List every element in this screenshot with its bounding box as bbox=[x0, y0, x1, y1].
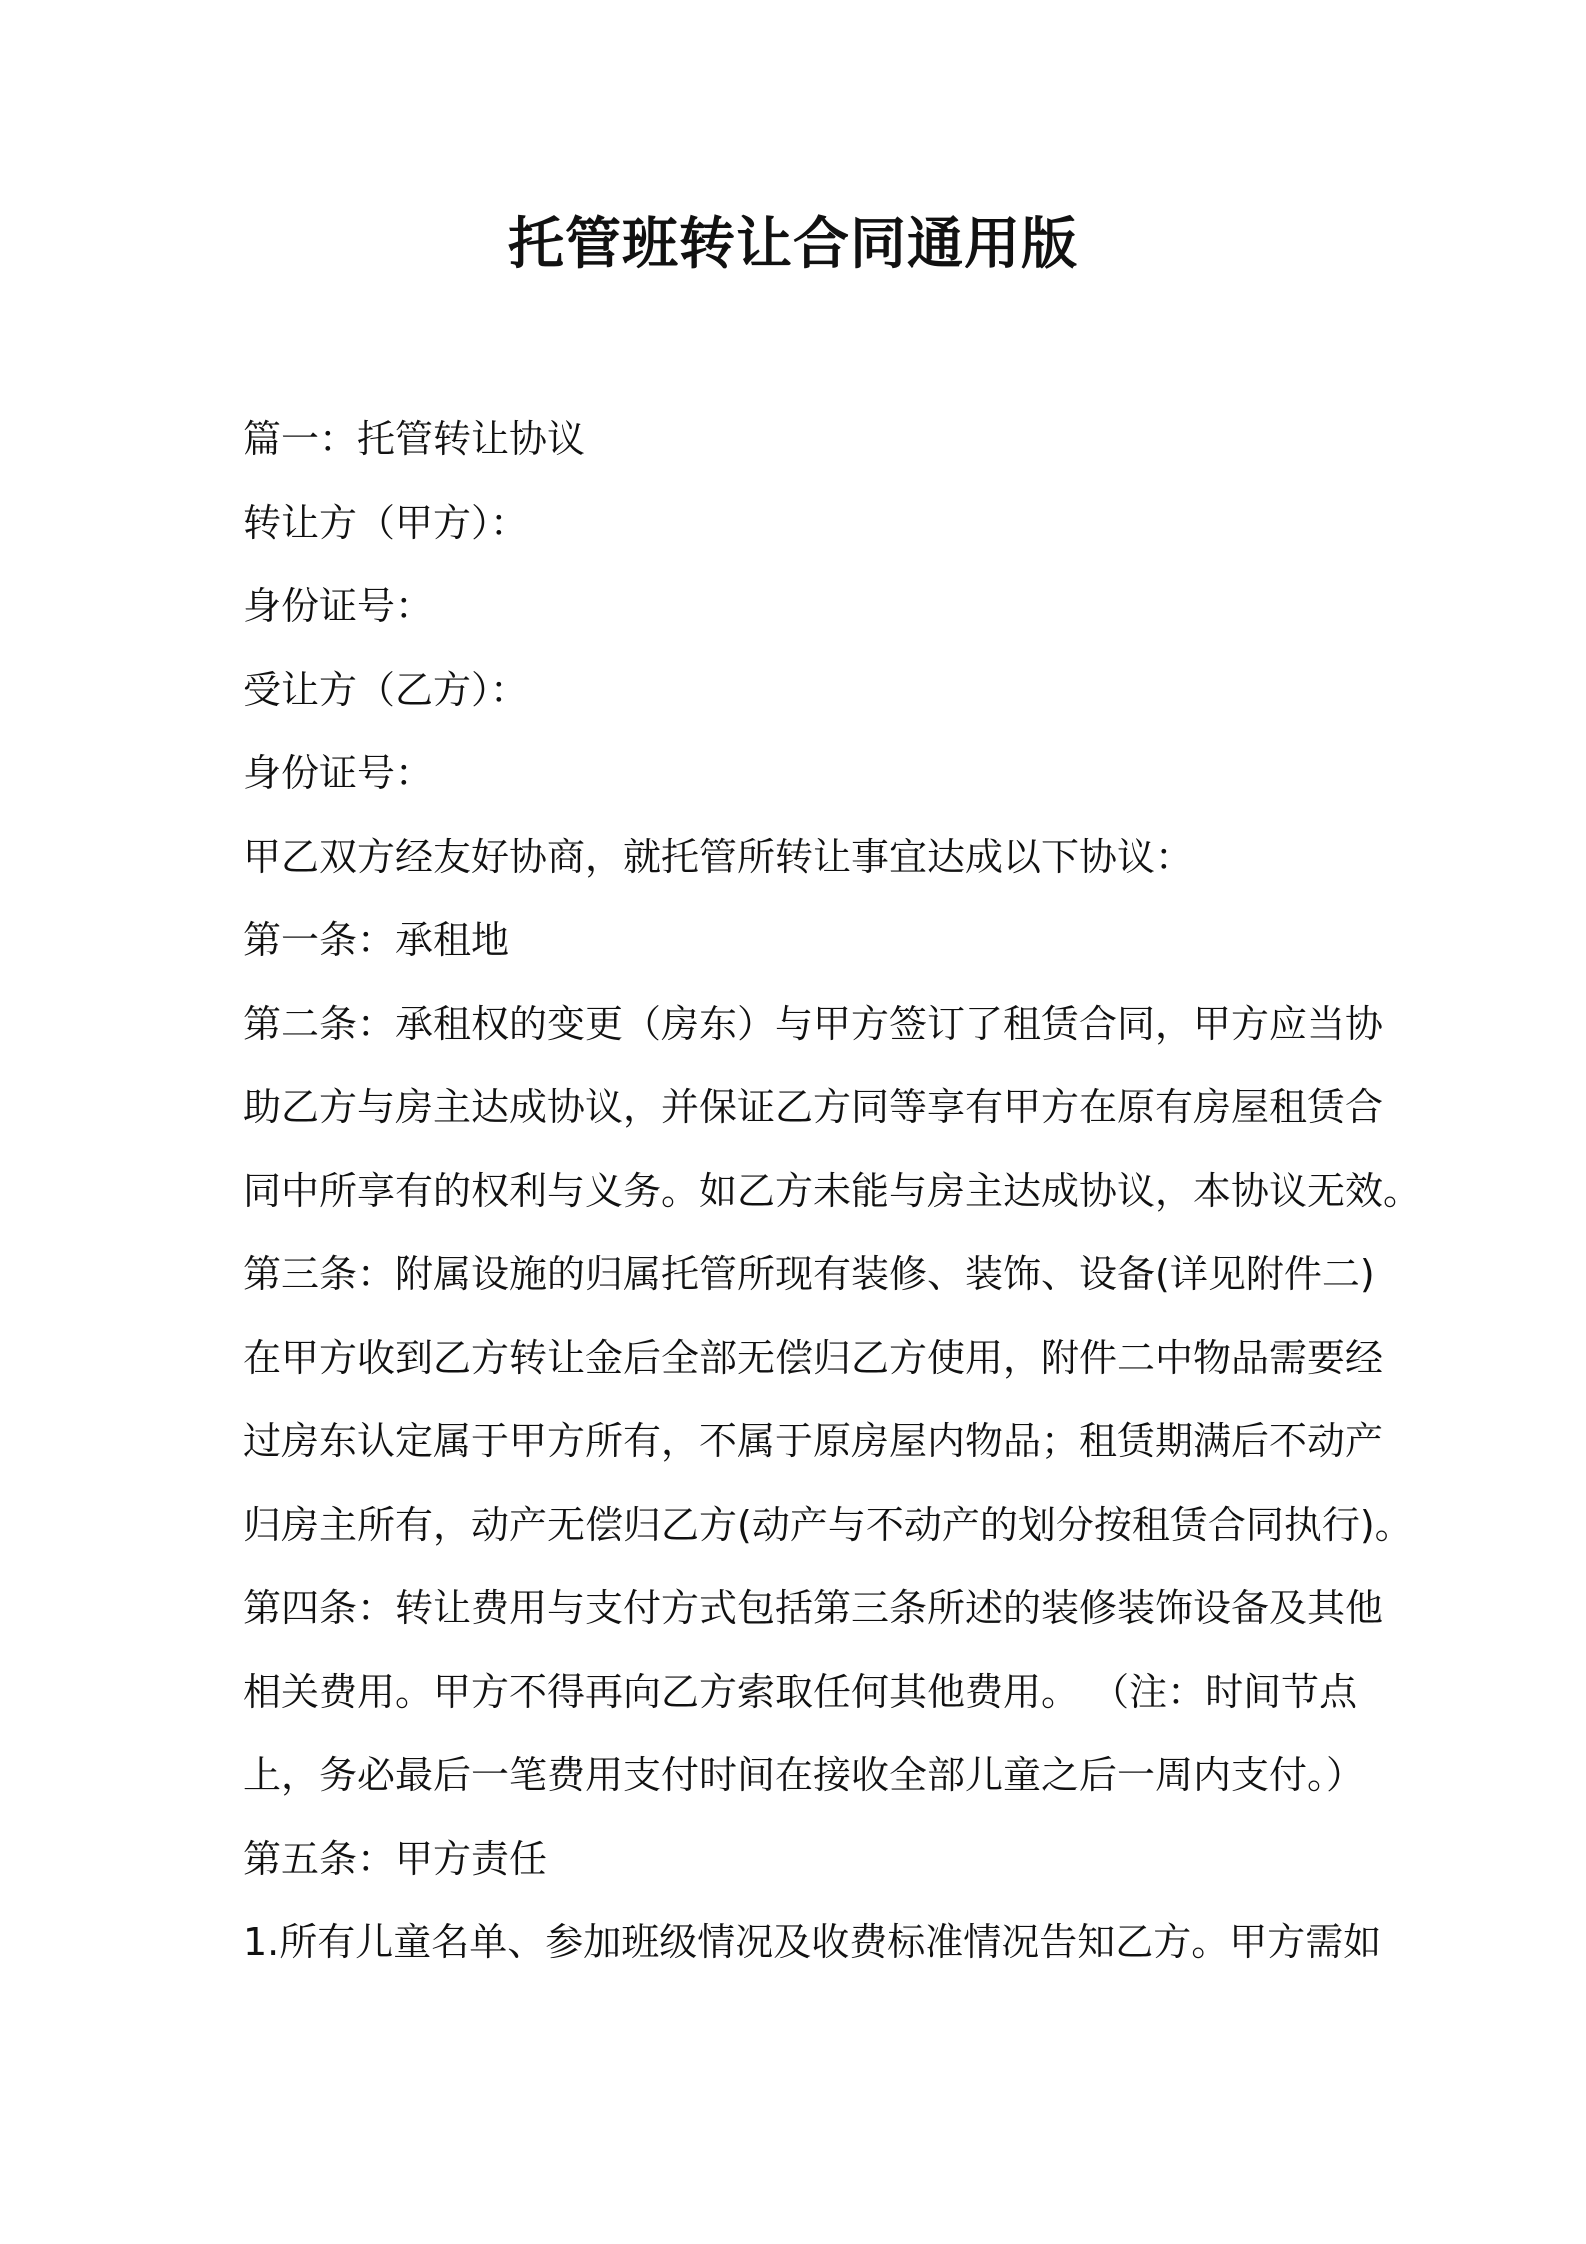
party-a-field: 转让方（甲方）： bbox=[243, 500, 529, 545]
article-4-line: 第四条：转让费用与支付方式包括第三条所述的装修装饰设备及其他 bbox=[243, 1586, 1384, 1630]
document-title: 托管班转让合同通用版 bbox=[508, 212, 1078, 277]
section-heading: 篇一：托管转让协议 bbox=[243, 417, 586, 461]
article-2-line: 同中所享有的权利与义务。如乙方未能与房主达成协议，本协议无效。 bbox=[243, 1168, 1422, 1213]
article-5-heading: 第五条：甲方责任 bbox=[243, 1836, 548, 1881]
party-b-field: 受让方（乙方）： bbox=[243, 667, 529, 712]
article-4-line: 上，务必最后一笔费用支付时间在接收全部儿童之后一周内支付。） bbox=[243, 1753, 1365, 1797]
article-1-heading: 第一条：承租地 bbox=[243, 918, 510, 962]
agreement-intro: 甲乙双方经友好协商，就托管所转让事宜达成以下协议： bbox=[243, 834, 1194, 879]
article-2-line: 助乙方与房主达成协议，并保证乙方同等享有甲方在原有房屋租赁合 bbox=[243, 1085, 1384, 1129]
party-b-id-field: 身份证号： bbox=[243, 751, 434, 795]
party-a-id-field: 身份证号： bbox=[243, 584, 434, 628]
article-3-line: 在甲方收到乙方转让金后全部无偿归乙方使用，附件二中物品需要经 bbox=[243, 1335, 1384, 1380]
article-3-line: 过房东认定属于甲方所有，不属于原房屋内物品；租赁期满后不动产 bbox=[243, 1419, 1384, 1463]
article-2-line: 第二条：承租权的变更（房东）与甲方签订了租赁合同，甲方应当协 bbox=[243, 1001, 1384, 1046]
article-3-line: 归房主所有，动产无偿归乙方(动产与不动产的划分按租赁合同执行)。 bbox=[243, 1502, 1413, 1547]
article-4-line: 相关费用。甲方不得再向乙方索取任何其他费用。 （注：时间节点 bbox=[243, 1669, 1358, 1714]
article-3-line: 第三条：附属设施的归属托管所现有装修、装饰、设备(详见附件二) bbox=[243, 1252, 1375, 1296]
document-body bbox=[243, 398, 1422, 1985]
article-5-item-1: 1.所有儿童名单、参加班级情况及收费标准情况告知乙方。甲方需如 bbox=[243, 1920, 1382, 1964]
